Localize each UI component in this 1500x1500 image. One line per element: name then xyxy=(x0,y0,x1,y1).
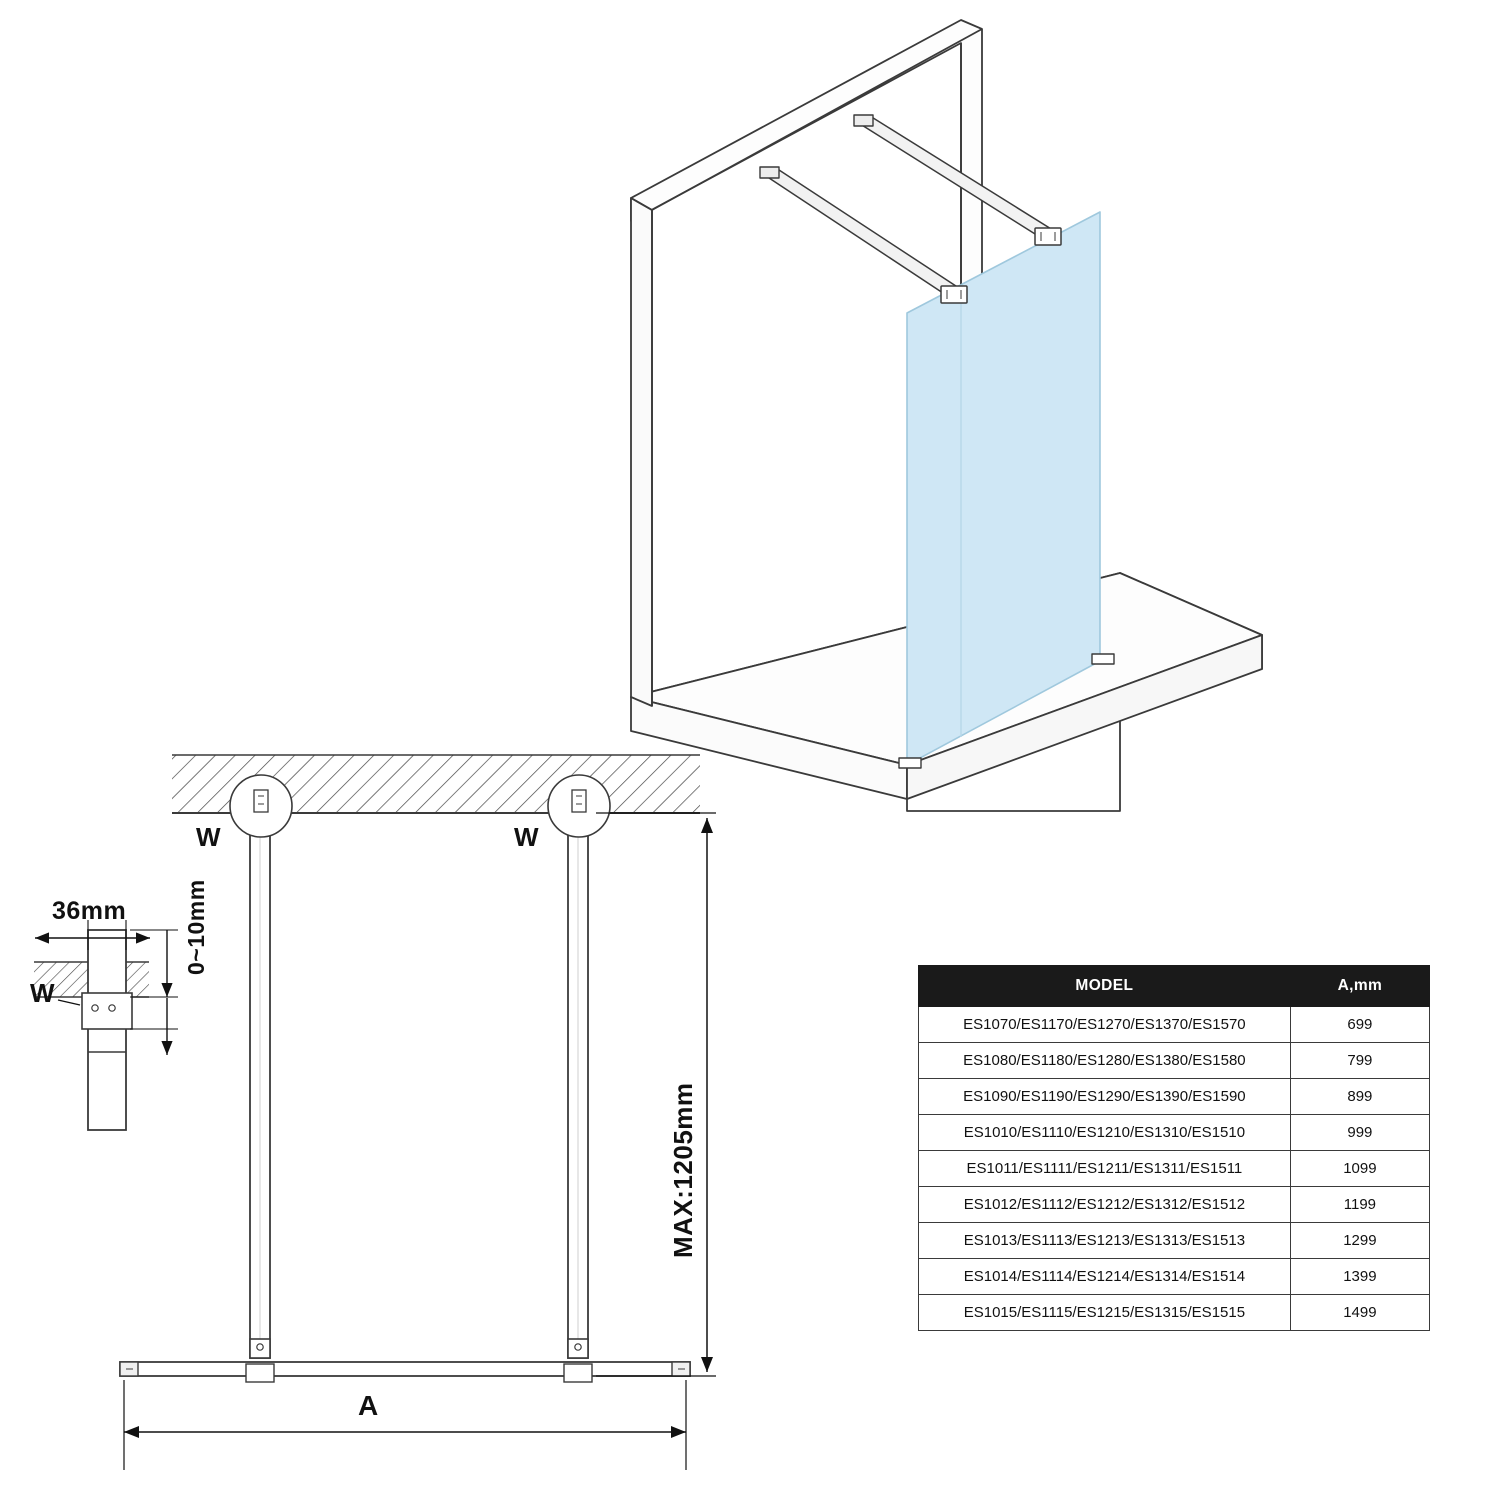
table-row xyxy=(919,1043,1430,1079)
cell-model: ES1070/ES1170/ES1270/ES1370/ES1570 xyxy=(919,1007,1291,1043)
cell-model: ES1013/ES1113/ES1213/ES1313/ES1513 xyxy=(919,1223,1291,1259)
table-body xyxy=(919,1007,1430,1331)
support-bar-front xyxy=(760,167,967,303)
cell-model: ES1014/ES1114/ES1214/ES1314/ES1514 xyxy=(919,1259,1291,1295)
detail-post-profile xyxy=(82,930,132,1130)
cell-a-mm: 1199 xyxy=(1290,1187,1429,1223)
header-model: MODEL xyxy=(919,966,1291,1007)
table-row xyxy=(919,1187,1430,1223)
cell-a-mm: 1399 xyxy=(1290,1259,1429,1295)
cell-model: ES1010/ES1110/ES1210/ES1310/ES1510 xyxy=(919,1115,1291,1151)
cell-a-mm: 1499 xyxy=(1290,1295,1429,1331)
cell-model: ES1015/ES1115/ES1215/ES1315/ES1515 xyxy=(919,1295,1291,1331)
table-row xyxy=(919,1151,1430,1187)
cell-model: ES1090/ES1190/ES1290/ES1390/ES1590 xyxy=(919,1079,1291,1115)
table-row xyxy=(919,1259,1430,1295)
post-right xyxy=(568,813,588,1358)
header-a-mm: A,mm xyxy=(1290,966,1429,1007)
label-w-top-left: W xyxy=(196,822,221,852)
table-row xyxy=(919,1295,1430,1331)
cell-a-mm: 699 xyxy=(1290,1007,1429,1043)
table-row xyxy=(919,1223,1430,1259)
support-bar-back xyxy=(854,115,1061,245)
dimension-a xyxy=(124,1380,686,1470)
table-row xyxy=(919,1115,1430,1151)
post-left xyxy=(250,813,270,1358)
detail-w-view xyxy=(34,920,178,1130)
cell-model: ES1011/ES1111/ES1211/ES1311/ES1511 xyxy=(919,1151,1291,1187)
label-36mm: 36mm xyxy=(52,897,127,925)
isometric-view xyxy=(631,20,1262,811)
label-dimension-a: A xyxy=(358,1390,379,1421)
label-0-10mm: 0~10mm xyxy=(183,879,209,975)
table-row xyxy=(919,1079,1430,1115)
cell-model: ES1080/ES1180/ES1280/ES1380/ES1580 xyxy=(919,1043,1291,1079)
cell-a-mm: 1299 xyxy=(1290,1223,1429,1259)
cell-a-mm: 999 xyxy=(1290,1115,1429,1151)
label-w-top-right: W xyxy=(514,822,539,852)
bottom-rail xyxy=(120,1362,690,1382)
table-header-row xyxy=(919,966,1430,1007)
cell-a-mm: 899 xyxy=(1290,1079,1429,1115)
cell-a-mm: 1099 xyxy=(1290,1151,1429,1187)
label-max-height: MAX:1205mm xyxy=(668,1082,698,1258)
model-spec-table xyxy=(918,965,1430,1331)
label-w-detail: W xyxy=(30,978,55,1008)
detail-w-leader xyxy=(58,1000,80,1005)
table-row xyxy=(919,1007,1430,1043)
front-elevation-view xyxy=(120,755,716,1470)
cell-a-mm: 799 xyxy=(1290,1043,1429,1079)
cell-model: ES1012/ES1112/ES1212/ES1312/ES1512 xyxy=(919,1187,1291,1223)
